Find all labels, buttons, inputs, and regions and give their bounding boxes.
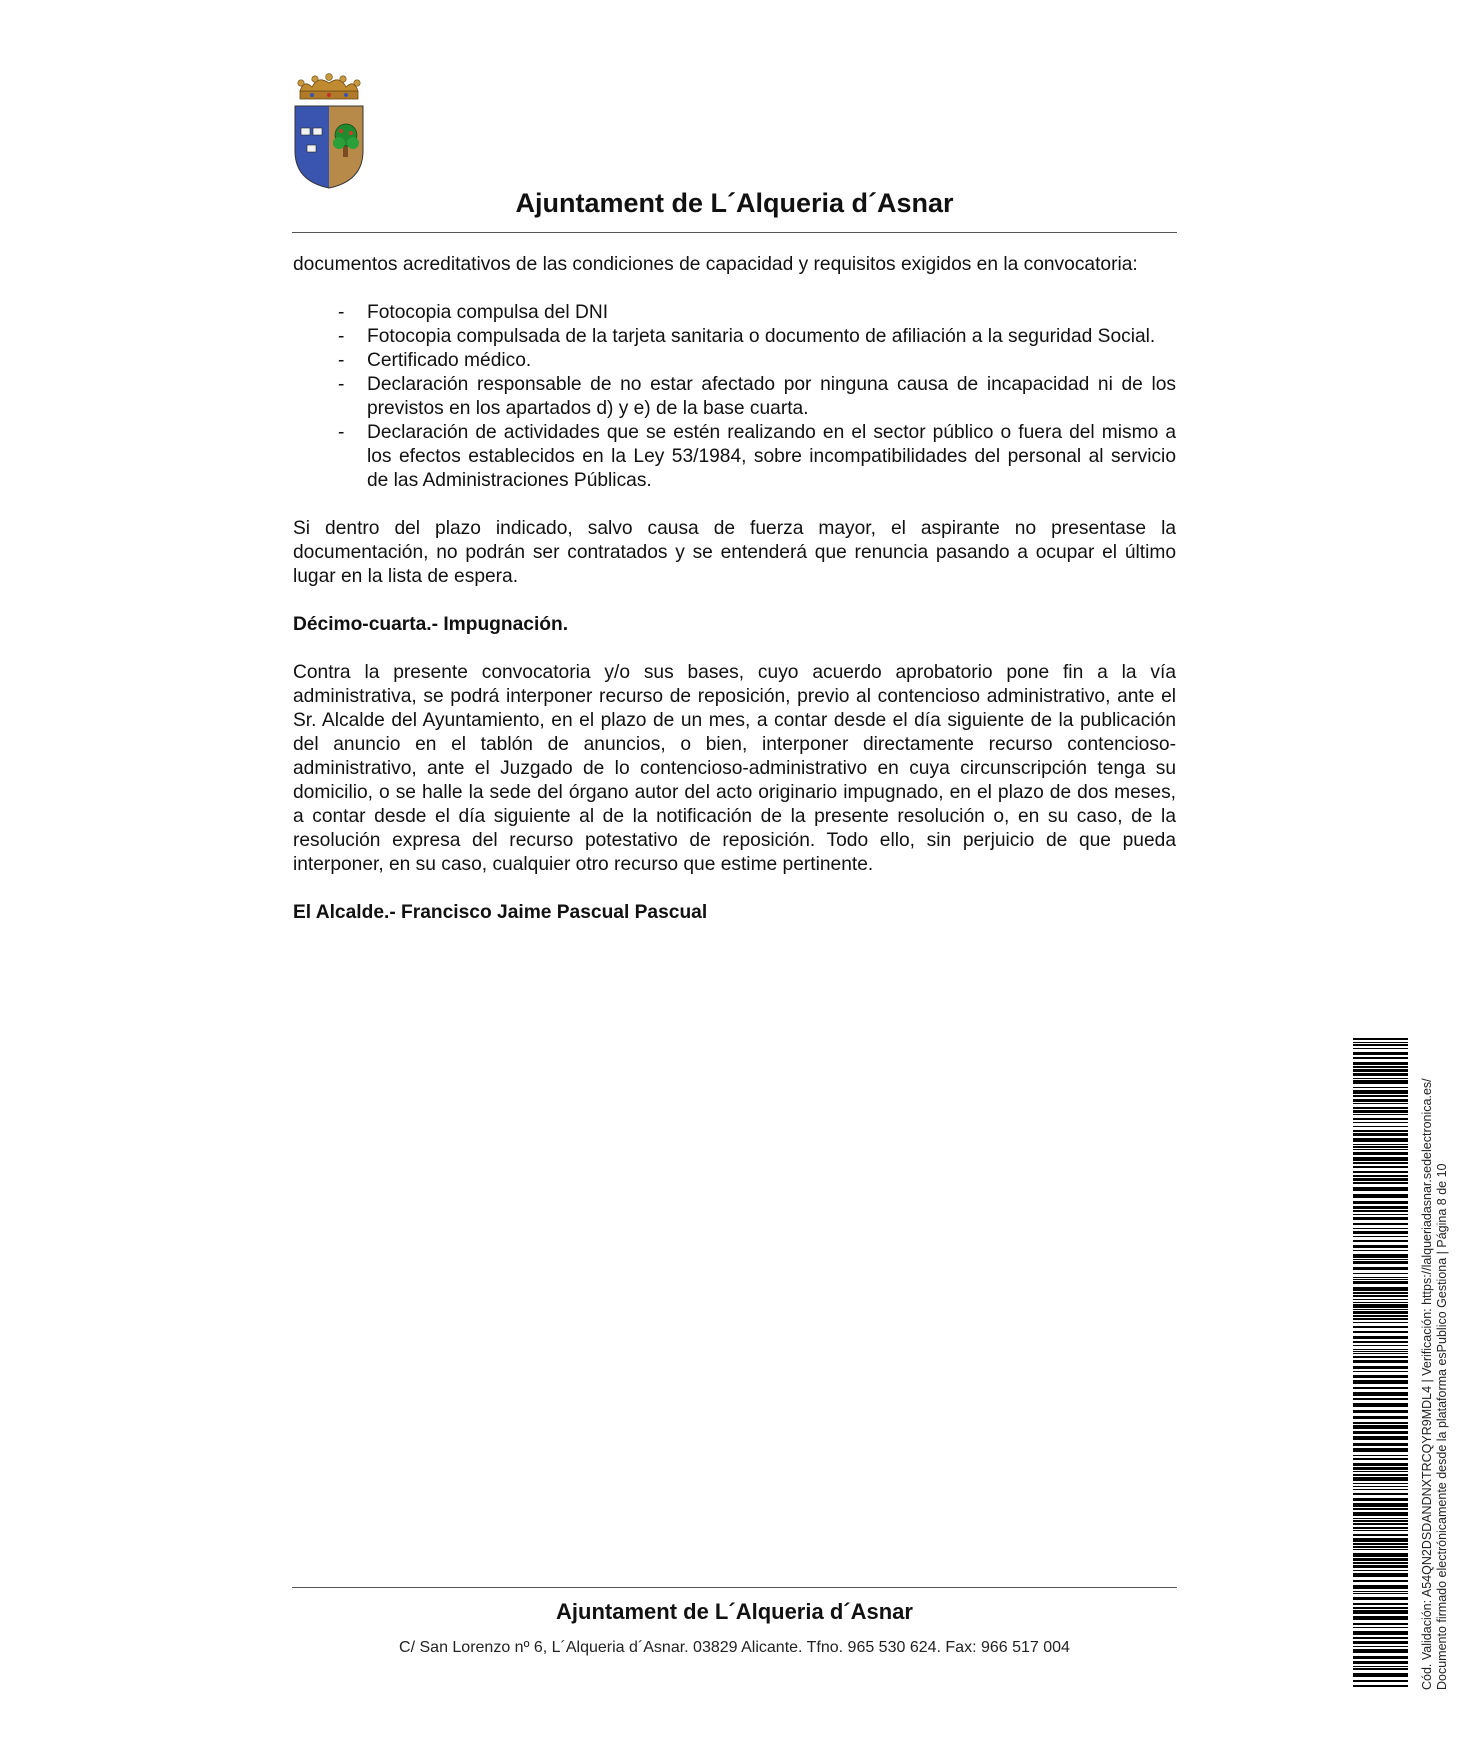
list-marker: - [338, 326, 345, 347]
signature-platform-line: Documento firmado electrónicamente desde la plataforma esPublico Gestiona | Página 8 de 10 [1435, 1163, 1449, 1690]
list-marker: - [338, 350, 345, 371]
list-item: - Certificado médico. [338, 350, 532, 371]
coat-of-arms-icon [292, 73, 366, 189]
appeal-paragraph: Contra la presente convocatoria y/o sus bases, cuyo acuerdo aprobatorio pone fin a la vía administrativa, se podrá interponer recurso de reposición, previo al contencioso administrativo, ante el Sr. Alcalde del Ayuntamiento, en el plazo de un mes, a contar desde el día siguiente de la publicación del anuncio en el tablón de anuncios, o bien, interponer directamente recurso contencioso-administrativo, ante el Juzgado de lo contencioso-administrativo en cuya circunscripción tenga su domicilio, o se halle la sede del órgano autor del acto originario impugnado, en el plazo de dos meses, a contar desde el día siguiente al de la notificación de la presente resolución o, en su caso, de la resolución expresa del recurso potestativo de reposición. Todo ello, sin perjuicio de que pueda interponer, en su caso, cualquier otro recurso que estime pertinente. [293, 662, 1176, 875]
list-item: - Declaración de actividades que se estén realizando en el sector público o fuera del mismo a los efectos establecidos en la Ley 53/1984, sobre incompatibilidades del personal al servicio de las Administraciones Públicas. [338, 422, 1176, 491]
validation-line: Cód. Validación: A54QN2DSDANDNXTRCQYR9MDL4 | Verificación: https://lalqueriadasnar.sedelectronica.es/ [1420, 1078, 1434, 1690]
section-heading: Décimo-cuarta.- Impugnación. [293, 614, 569, 635]
list-item: - Fotocopia compulsada de la tarjeta sanitaria o documento de afiliación a la seguridad Social. [338, 326, 1156, 347]
list-item: - Fotocopia compulsa del DNI [338, 302, 609, 323]
signature: El Alcalde.- Francisco Jaime Pascual Pascual [293, 902, 708, 923]
document-body [293, 253, 1176, 925]
footer-address: C/ San Lorenzo nº 6, L´Alqueria d´Asnar. 03829 Alicante. Tfno. 965 530 624. Fax: 966 517 004 [399, 1639, 1070, 1656]
list-marker: - [338, 374, 345, 395]
list-item: - Declaración responsable de no estar afectado por ninguna causa de incapacidad ni de los previstos en los apartados d) y e) de la base cuarta. [338, 374, 1176, 419]
list-marker: - [338, 422, 345, 443]
header-title: Ajuntament de L´Alqueria d´Asnar [515, 188, 954, 218]
crown-icon [298, 74, 360, 99]
barcode-icon [1353, 1038, 1408, 1688]
required-documents-list [293, 301, 1176, 493]
intro-paragraph: documentos acreditativos de las condiciones de capacidad y requisitos exigidos en la convocatoria: [293, 254, 1138, 275]
list-marker: - [338, 302, 345, 323]
footer-title: Ajuntament de L´Alqueria d´Asnar [556, 1599, 913, 1624]
validation-text [1420, 1050, 1450, 1690]
header-divider [292, 232, 1177, 233]
deadline-paragraph: Si dentro del plazo indicado, salvo causa de fuerza mayor, el aspirante no presentase la documentación, no podrán ser contratados y se entenderá que renuncia pasando a ocupar el último lugar en la lista de espera. [293, 518, 1176, 587]
footer-divider [292, 1587, 1177, 1588]
